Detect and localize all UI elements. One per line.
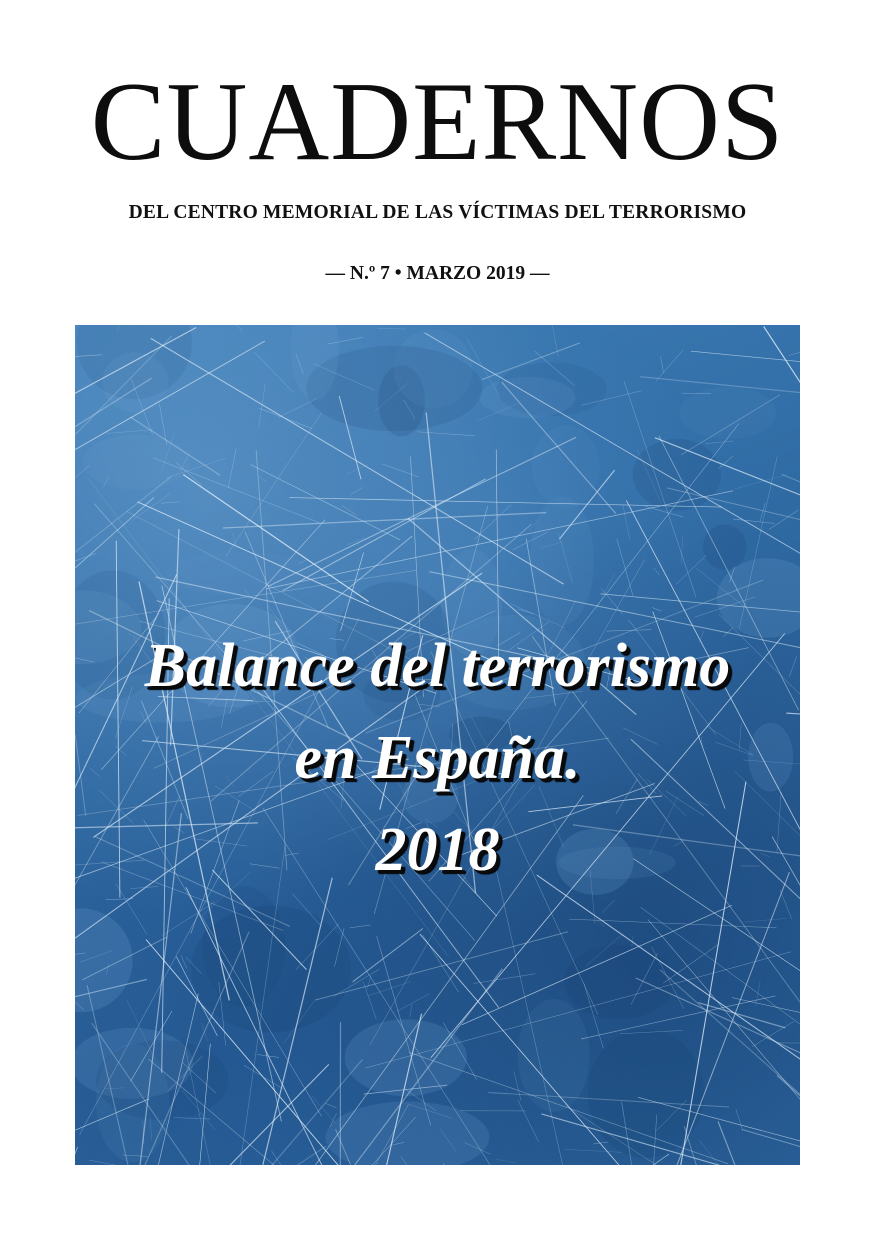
cover-title-line-3: 2018 [375, 816, 500, 884]
cover-image [75, 325, 800, 1165]
issue-line: — N.º 7 • MARZO 2019 — [325, 263, 550, 284]
cover-title [75, 620, 800, 896]
publication-subtitle: DEL CENTRO MEMORIAL DE LAS VÍCTIMAS DEL TERRORISMO [128, 202, 747, 223]
publication-title: CUADERNOS [90, 60, 785, 184]
cover-title-line-1: Balance del terrorismo [144, 632, 731, 700]
cover-title-line-2: en España. [294, 724, 581, 792]
